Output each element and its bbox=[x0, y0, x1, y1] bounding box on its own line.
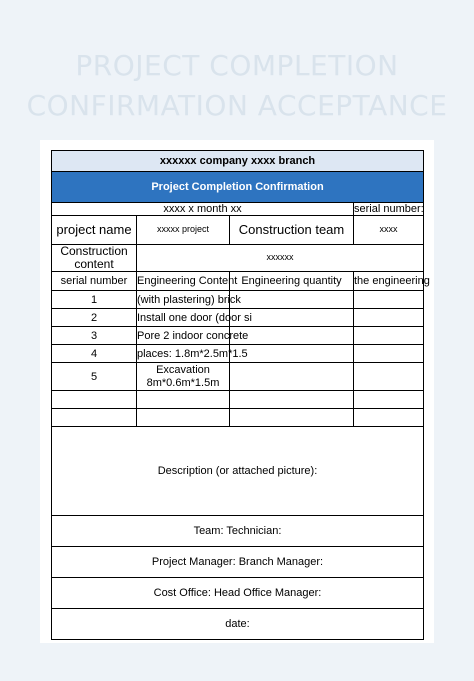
row-content[interactable]: Excavation 8m*0.6m*1.5m bbox=[137, 363, 230, 391]
row-content[interactable] bbox=[137, 391, 230, 409]
team-label: Team: Technician: bbox=[193, 525, 282, 538]
project-name-value[interactable]: xxxxx project bbox=[137, 216, 230, 245]
table-row bbox=[52, 345, 424, 363]
company-name: xxxxxx company xxxx branch bbox=[52, 151, 424, 172]
column-serial-number: serial number bbox=[52, 272, 137, 291]
manager-label: Project Manager: Branch Manager: bbox=[151, 556, 324, 569]
table-row bbox=[52, 363, 424, 391]
table-row bbox=[52, 291, 424, 309]
row-content[interactable] bbox=[137, 409, 230, 427]
row-quantity[interactable] bbox=[230, 345, 354, 363]
manager-signature-field[interactable] bbox=[52, 547, 424, 578]
row-content[interactable]: places: 1.8m*2.5m*1.5 bbox=[137, 345, 230, 363]
row-serial[interactable] bbox=[52, 409, 137, 427]
column-engineering-quantity: Engineering quantity bbox=[230, 272, 354, 291]
row-quantity[interactable] bbox=[230, 363, 354, 391]
row-quantity[interactable] bbox=[230, 291, 354, 309]
cost-office-signature-field[interactable] bbox=[52, 578, 424, 609]
description-field[interactable] bbox=[52, 427, 424, 516]
team-signature-field[interactable] bbox=[52, 516, 424, 547]
row-serial: 2 bbox=[52, 309, 137, 327]
project-name-label: project name bbox=[52, 216, 137, 245]
row-content[interactable]: Pore 2 indoor concrete bbox=[137, 327, 230, 345]
cost-office-label: Cost Office: Head Office Manager: bbox=[153, 587, 322, 600]
row-quantity[interactable] bbox=[230, 391, 354, 409]
date-field[interactable] bbox=[52, 609, 424, 640]
row-serial: 1 bbox=[52, 291, 137, 309]
construction-team-value[interactable]: xxxx bbox=[354, 216, 424, 245]
description-label: Description (or attached picture): bbox=[157, 465, 318, 478]
row-extra[interactable] bbox=[354, 327, 424, 345]
table-row bbox=[52, 391, 424, 409]
row-extra[interactable] bbox=[354, 363, 424, 391]
completion-form bbox=[51, 150, 430, 640]
column-the-engineering: the engineering bbox=[354, 272, 424, 291]
table-row bbox=[52, 309, 424, 327]
banner-line-2: CONFIRMATION ACCEPTANCE bbox=[26, 89, 448, 122]
row-serial: 5 bbox=[52, 363, 137, 391]
row-content[interactable]: Install one door (door si bbox=[137, 309, 230, 327]
row-content[interactable]: (with plastering) brick bbox=[137, 291, 230, 309]
construction-content-value[interactable]: xxxxxx bbox=[137, 245, 424, 272]
construction-team-label: Construction team bbox=[230, 216, 354, 245]
row-extra[interactable] bbox=[354, 345, 424, 363]
date-label: date: bbox=[225, 618, 250, 631]
construction-content-label: Construction content bbox=[52, 245, 137, 272]
serial-number-label[interactable]: serial number: bbox=[354, 203, 424, 215]
row-extra[interactable] bbox=[354, 309, 424, 327]
table-row bbox=[52, 327, 424, 345]
banner-line-1: PROJECT COMPLETION bbox=[75, 49, 399, 82]
row-serial: 4 bbox=[52, 345, 137, 363]
row-extra[interactable] bbox=[354, 391, 424, 409]
row-extra[interactable] bbox=[354, 409, 424, 427]
row-extra[interactable] bbox=[354, 291, 424, 309]
row-quantity[interactable] bbox=[230, 409, 354, 427]
form-title: Project Completion Confirmation bbox=[52, 172, 424, 203]
column-engineering-content: Engineering Content bbox=[137, 272, 230, 291]
form-date: xxxx x month xx bbox=[52, 203, 354, 216]
row-serial[interactable] bbox=[52, 391, 137, 409]
row-serial: 3 bbox=[52, 327, 137, 345]
row-quantity[interactable] bbox=[230, 327, 354, 345]
table-row bbox=[52, 409, 424, 427]
